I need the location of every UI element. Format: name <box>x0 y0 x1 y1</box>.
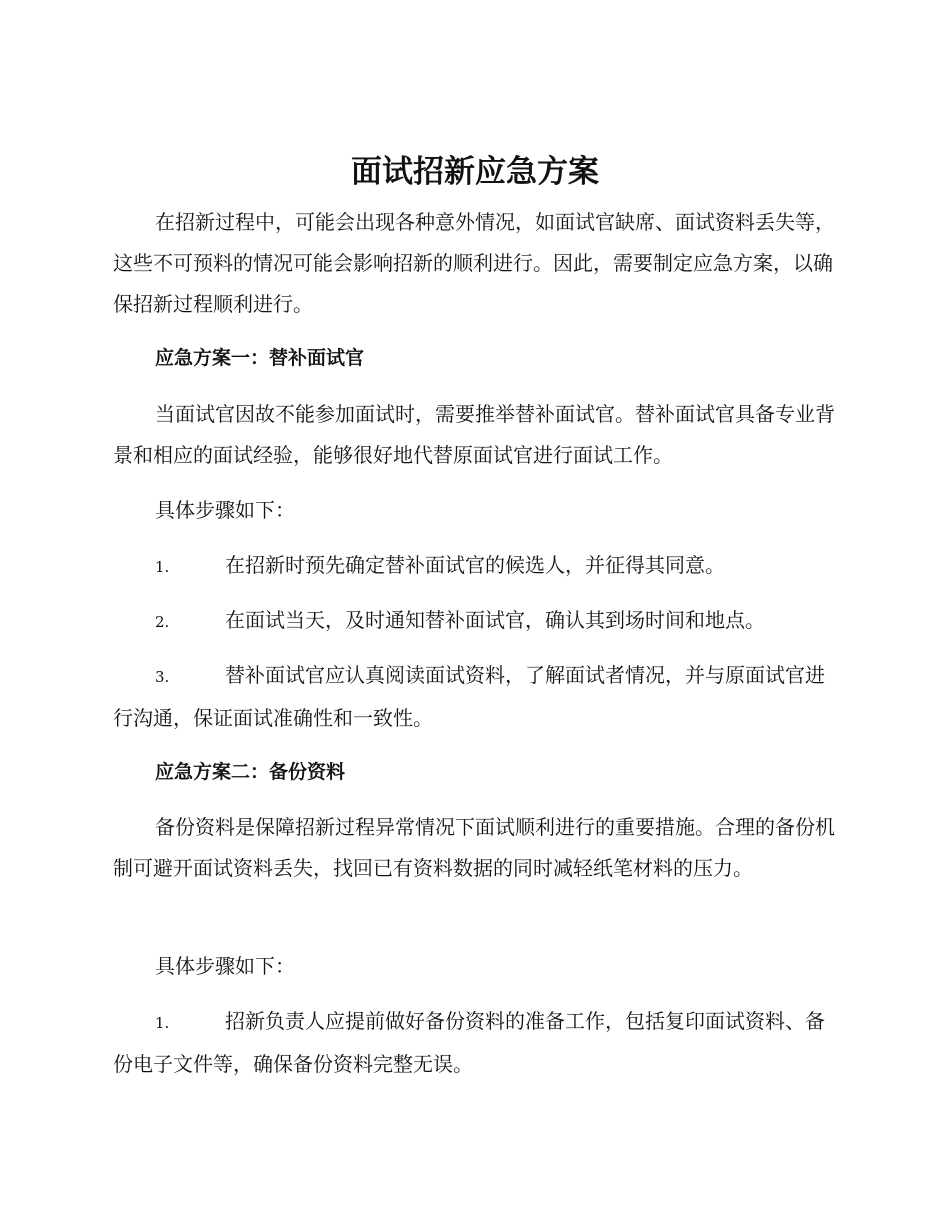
step-number: 2. <box>155 613 170 631</box>
step-text: 在面试当天，及时通知替补面试官，确认其到场时间和地点。 <box>225 608 765 632</box>
plan1-step-1 <box>113 545 835 588</box>
plan1-heading: 应急方案一：替补面试官 <box>155 347 365 369</box>
intro-paragraph: 在招新过程中，可能会出现各种意外情况，如面试官缺席、面试资料丢失等，这些不可预料的情况可能会影响招新的顺利进行。因此，需要制定应急方案，以确保招新过程顺利进行。 <box>113 210 835 316</box>
step-number: 1. <box>155 1014 170 1032</box>
step-text: 在招新时预先确定替补面试官的候选人，并征得其同意。 <box>225 553 725 577</box>
plan2-description: 备份资料是保障招新过程异常情况下面试顺利进行的重要措施。合理的备份机制可避开面试资料丢失，找回已有资料数据的同时减轻纸笔材料的压力。 <box>113 815 835 880</box>
plan1-step-2 <box>113 600 835 643</box>
step-number: 1. <box>155 558 170 576</box>
document-title: 面试招新应急方案 <box>351 154 599 190</box>
plan1-steps-label: 具体步骤如下： <box>155 498 295 522</box>
plan1-description: 当面试官因故不能参加面试时，需要推举替补面试官。替补面试官具备专业背景和相应的面试经验，能够很好地代替原面试官进行面试工作。 <box>113 402 835 467</box>
plan2-steps-label: 具体步骤如下： <box>155 954 295 978</box>
plan2-heading: 应急方案二：备份资料 <box>155 761 346 783</box>
step-text: 替补面试官应认真阅读面试资料，了解面试者情况，并与原面试官进行沟通，保证面试准确性和一致性。 <box>113 663 825 730</box>
plan1-step-3 <box>113 655 835 739</box>
step-text: 招新负责人应提前做好备份资料的准备工作，包括复印面试资料、备份电子文件等，确保备份资料完整无误。 <box>113 1009 825 1076</box>
plan2-step-1 <box>113 1001 835 1085</box>
step-number: 3. <box>155 668 170 686</box>
